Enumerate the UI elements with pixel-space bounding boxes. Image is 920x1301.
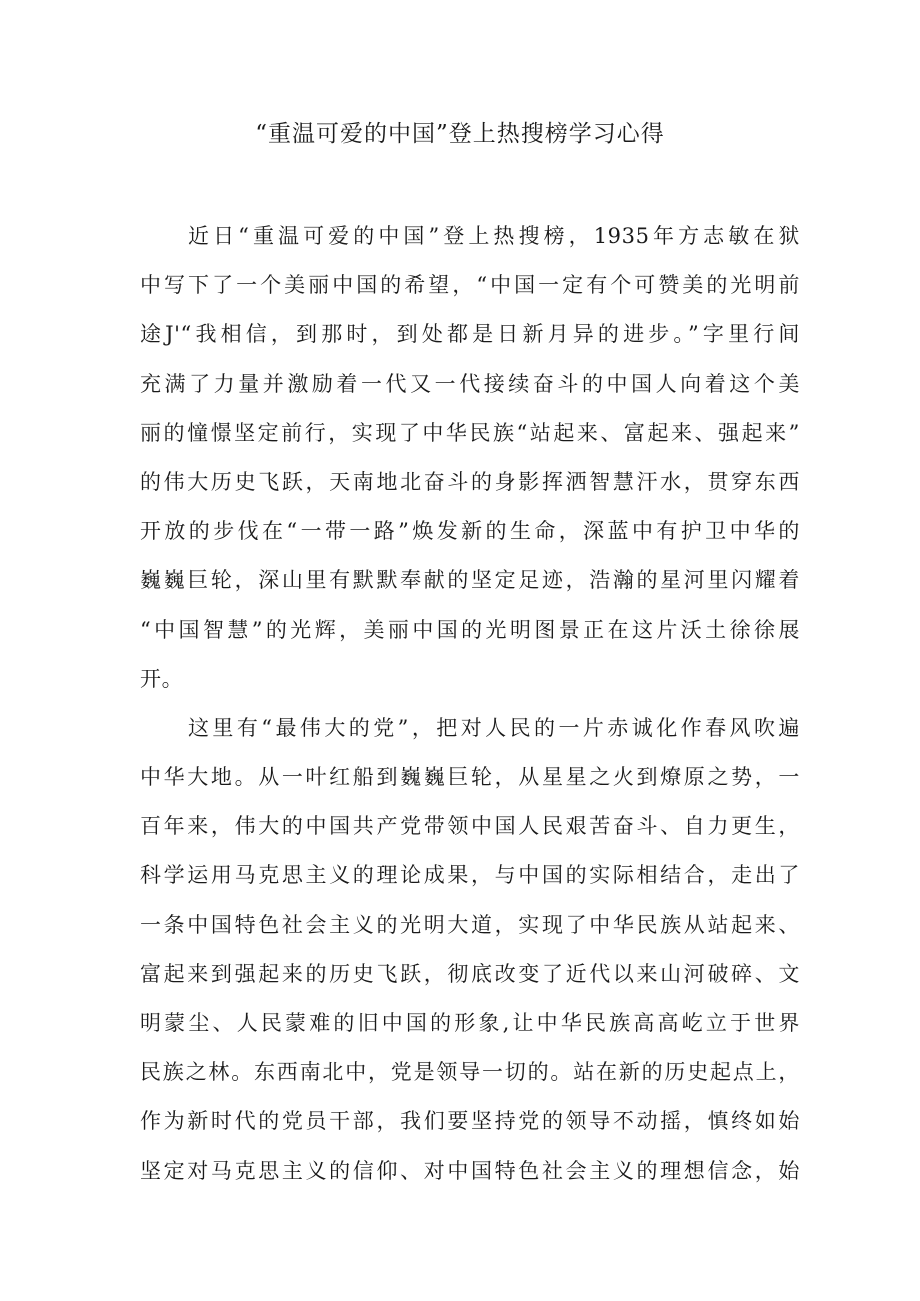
text-line: 丽的憧憬坚定前行，实现了中华民族“站起来、富起来、强起来” — [140, 420, 800, 445]
text-line: 富起来到强起来的历史飞跃，彻底改变了近代以来山河破碎、文 — [140, 961, 800, 986]
text-line: 开。 — [140, 666, 184, 691]
paragraph-2 — [140, 704, 800, 1196]
text-line: 充满了力量并激励着一代又一代接续奋斗的中国人向着这个美 — [140, 371, 800, 396]
text-line: 明蒙尘、人民蒙难的旧中国的形象,让中华民族高高屹立于世界 — [140, 1011, 800, 1035]
text-line: 一条中国特色社会主义的光明大道，实现了中华民族从站起来、 — [140, 912, 800, 937]
text-line: 这里有“最伟大的党”，把对人民的一片赤诚化作春风吹遍 — [188, 715, 800, 740]
paragraph-1 — [140, 212, 800, 704]
text-line: 的伟大历史飞跃，天南地北奋斗的身影挥洒智慧汗水，贯穿东西 — [140, 469, 800, 494]
document-body — [140, 212, 800, 1196]
text-line: 作为新时代的党员干部，我们要坚持党的领导不动摇，慎终如始 — [140, 1109, 800, 1134]
text-line: 科学运用马克思主义的理论成果，与中国的实际相结合，走出了 — [140, 863, 800, 888]
document-title: “重温可爱的中国”登上热搜榜学习心得 — [255, 121, 665, 147]
text-line: 近日“重温可爱的中国”登上热搜榜，1935年方志敏在狱 — [188, 224, 800, 248]
text-line: 民族之林。东西南北中，党是领导一切的。站在新的历史起点上， — [140, 1060, 800, 1085]
text-line: 巍巍巨轮，深山里有默默奉献的坚定足迹，浩瀚的星河里闪耀着 — [140, 568, 800, 593]
text-line: “中国智慧”的光辉，美丽中国的光明图景正在这片沃土徐徐展 — [140, 617, 800, 642]
text-line: 中写下了一个美丽中国的希望，“中国一定有个可赞美的光明前 — [140, 273, 800, 298]
text-line: 坚定对马克思主义的信仰、对中国特色社会主义的理想信念，始 — [140, 1158, 800, 1183]
text-line: 百年来，伟大的中国共产党带领中国人民艰苦奋斗、自力更生， — [140, 814, 800, 839]
text-line: 开放的步伐在“一带一路”焕发新的生命，深蓝中有护卫中华的 — [140, 519, 800, 544]
text-line: 途J'“我相信，到那时，到处都是日新月异的进步。”字里行间 — [140, 322, 800, 347]
text-line: 中华大地。从一叶红船到巍巍巨轮，从星星之火到燎原之势，一 — [140, 765, 800, 790]
